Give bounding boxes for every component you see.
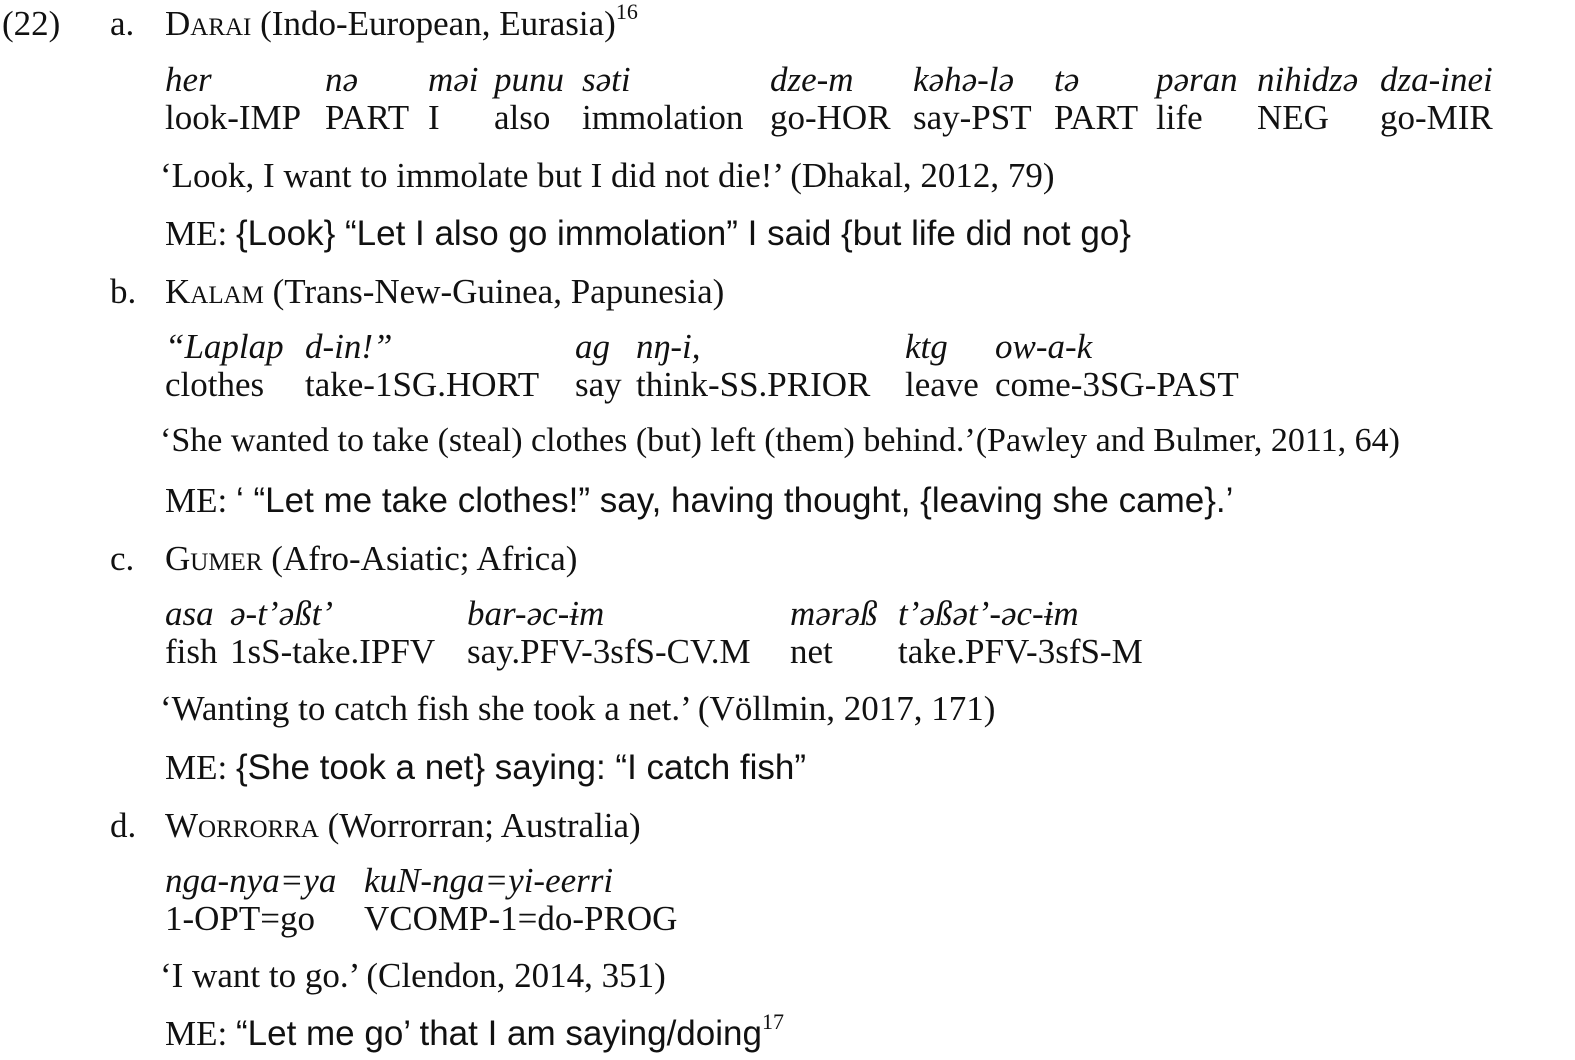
- word-form: mərəß: [790, 594, 878, 633]
- word-gloss: say.PFV-3sfS-CV.M: [467, 632, 751, 671]
- word-form: ə-t’əßt’: [230, 594, 333, 633]
- language-name: Worrorra: [165, 806, 319, 845]
- word-gloss: VCOMP-1=do-PROG: [364, 899, 678, 938]
- word-gloss: say: [575, 365, 622, 404]
- word-form: d-in!”: [305, 327, 393, 366]
- word-gloss: clothes: [165, 365, 265, 404]
- language-affiliation: (Afro-Asiatic; Africa): [262, 539, 578, 578]
- word-form: tə: [1054, 60, 1080, 99]
- language-affiliation: (Indo-European, Eurasia): [251, 4, 616, 43]
- word-gloss: look-IMP: [165, 98, 302, 137]
- item-letter-d: d.: [110, 806, 137, 845]
- word-form: dze-m: [770, 60, 854, 99]
- word-gloss: think-SS.PRIOR: [636, 365, 871, 404]
- free-translation: ‘Look, I want to immolate but I did not die!’ (Dhakal, 2012, 79): [160, 156, 1055, 195]
- me-text: {Look} “Let I also go immolation” I said {but life did not go}: [235, 214, 1131, 253]
- word-form: nŋ-i,: [636, 327, 701, 366]
- word-form: punu: [494, 60, 564, 99]
- word-gloss: PART: [325, 98, 410, 137]
- me-label: ME:: [165, 214, 236, 253]
- word-form: ow-a-k: [995, 327, 1093, 366]
- example-number: (22): [2, 4, 61, 43]
- me-label: ME:: [165, 481, 236, 520]
- word-form: bar-əc-ɨm: [467, 594, 605, 633]
- word-gloss: go-HOR: [770, 98, 891, 137]
- word-gloss: life: [1156, 98, 1203, 137]
- word-form: kuN-nga=yi-eerri: [364, 861, 614, 900]
- item-letter-c: c.: [110, 539, 135, 578]
- me-label: ME:: [165, 1014, 236, 1053]
- language-name: Gumer: [165, 539, 263, 578]
- word-form: “Laplap: [165, 327, 284, 366]
- word-gloss: fish: [165, 632, 218, 671]
- word-gloss: take-1SG.HORT: [305, 365, 540, 404]
- me-line: [165, 216, 1131, 251]
- me-line: [165, 483, 1233, 518]
- me-text: “Let me go’ that I am saying/doing: [235, 1014, 762, 1053]
- word-form: ag: [575, 327, 610, 366]
- me-label: ME:: [165, 748, 236, 787]
- item-header-b: [165, 274, 724, 309]
- word-gloss: 1sS-take.IPFV: [230, 632, 436, 671]
- me-text: {She took a net} saying: “I catch fish”: [235, 748, 807, 787]
- word-gloss: I: [428, 98, 440, 137]
- word-gloss: take.PFV-3sfS-M: [898, 632, 1143, 671]
- word-form: kəhə-lə: [913, 60, 1015, 99]
- word-gloss: leave: [905, 365, 979, 404]
- item-header-a: [165, 0, 638, 43]
- word-form: dza-inei: [1380, 60, 1493, 99]
- item-letter-b: b.: [110, 272, 137, 311]
- word-form: nihidzə: [1257, 60, 1359, 99]
- word-gloss: net: [790, 632, 833, 671]
- language-affiliation: (Worrorran; Australia): [318, 806, 641, 845]
- word-gloss: immolation: [582, 98, 744, 137]
- me-text: ‘ “Let me take clothes!” say, having thought, {leaving she came}.’: [235, 481, 1234, 520]
- word-form: t’əßət’-əc-ɨm: [898, 594, 1079, 633]
- free-translation: ‘I want to go.’ (Clendon, 2014, 351): [160, 956, 666, 995]
- free-translation: ‘Wanting to catch fish she took a net.’ (Völlmin, 2017, 171): [160, 689, 996, 728]
- word-gloss: say-PST: [913, 98, 1032, 137]
- word-form: səti: [582, 60, 631, 99]
- word-form: her: [165, 60, 212, 99]
- footnote-marker: 17: [761, 1009, 784, 1034]
- me-line: [165, 1009, 784, 1053]
- word-gloss: PART: [1054, 98, 1139, 137]
- item-header-d: [165, 808, 641, 843]
- item-header-c: [165, 541, 577, 576]
- word-form: nə: [325, 60, 359, 99]
- word-form: məi: [428, 60, 479, 99]
- word-form: pəran: [1156, 60, 1238, 99]
- me-line: [165, 750, 806, 785]
- language-name: Kalam: [165, 272, 264, 311]
- word-gloss: 1-OPT=go: [165, 899, 316, 938]
- word-form: ktg: [905, 327, 948, 366]
- word-gloss: come-3SG-PAST: [995, 365, 1239, 404]
- word-gloss: also: [494, 98, 551, 137]
- footnote-marker: 16: [615, 0, 638, 24]
- word-form: nga-nya=ya: [165, 861, 337, 900]
- language-affiliation: (Trans-New-Guinea, Papunesia): [263, 272, 725, 311]
- language-name: Darai: [165, 4, 252, 43]
- item-letter-a: a.: [110, 4, 135, 43]
- free-translation: ‘She wanted to take (steal) clothes (but) left (them) behind.’(Pawley and Bulmer, 2011, 64): [160, 422, 1400, 459]
- word-gloss: NEG: [1257, 98, 1329, 137]
- word-form: asa: [165, 594, 214, 633]
- word-gloss: go-MIR: [1380, 98, 1493, 137]
